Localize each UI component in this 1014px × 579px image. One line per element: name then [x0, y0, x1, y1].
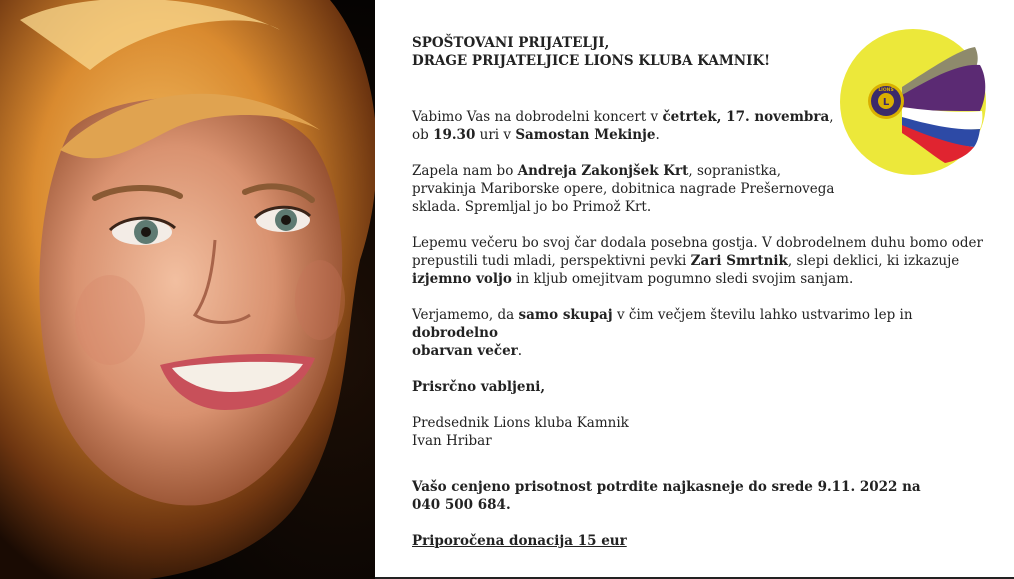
- signature-role: Predsednik Lions kluba Kamnik: [412, 415, 629, 431]
- intro-text-h: .: [655, 127, 660, 143]
- rsvp-line-2: [412, 496, 992, 514]
- intro-time: 19.30: [433, 127, 476, 143]
- together-line-1: [412, 306, 992, 342]
- logo-ring-text: LIONS: [878, 88, 894, 93]
- together-text-f: .: [517, 343, 523, 359]
- together-line-2: [412, 342, 992, 360]
- guest-will: izjemno voljo: [412, 271, 512, 287]
- intro-text-d: ob: [412, 127, 434, 143]
- intro-day: četrtek, 17. novembra: [662, 109, 830, 125]
- together-bold-b: samo skupaj: [518, 307, 613, 323]
- singer-text-c: , sopranistka,: [688, 163, 782, 179]
- lions-logo-graphic: [840, 29, 986, 175]
- guest-text-e: in kljub omejitvam pogumno sledi svojim sanjam.: [511, 271, 854, 287]
- together-bold-d: dobrodelno: [412, 325, 498, 341]
- guest-name: Zari Smrtnik: [690, 253, 788, 269]
- singer-name: Andreja Zakonjšek Krt: [517, 163, 689, 179]
- singer-line-3: sklada. Spremljal jo bo Primož Krt.: [412, 199, 652, 215]
- donation-text: Priporočena donacija 15 eur: [412, 533, 627, 549]
- together-bold-e: obarvan večer: [412, 343, 518, 359]
- together-text-c: v čim večjem številu lahko ustvarimo lep in: [612, 307, 913, 323]
- intro-text-c: ,: [829, 109, 834, 125]
- donation-line: [412, 532, 992, 550]
- guest-line-1: Lepemu večeru bo svoj čar dodala posebna gostja. V dobrodelnem duhu bomo oder: [412, 235, 983, 251]
- singer-text-a: Zapela nam bo: [412, 163, 518, 179]
- heading-line-1: SPOŠTOVANI PRIJATELJI,: [412, 35, 610, 51]
- lions-club-logo: [840, 29, 986, 175]
- rsvp-line-1: [412, 478, 992, 496]
- greeting: [412, 378, 992, 396]
- guest-line-3: [412, 270, 992, 288]
- intro-text-a: Vabimo Vas na dobrodelni koncert v: [412, 109, 663, 125]
- portrait-illustration: [0, 0, 375, 579]
- intro-place: Samostan Mekinje: [515, 127, 656, 143]
- portrait-photo: [0, 0, 375, 579]
- heading-line-2: DRAGE PRIJATELJICE LIONS KLUBA KAMNIK!: [412, 53, 771, 69]
- guest-text-a: prepustili tudi mladi, perspektivni pevki: [412, 253, 691, 269]
- rsvp-text-1: Vašo cenjeno prisotnost potrdite najkasneje do srede 9.11. 2022 na: [412, 479, 921, 495]
- guest-text-c: , slepi deklici, ki izkazuje: [787, 253, 960, 269]
- guest-line-2: [412, 252, 992, 270]
- together-text-a: Verjamemo, da: [412, 307, 519, 323]
- intro-text-f: uri v: [475, 127, 516, 143]
- greeting-text: Prisrčno vabljeni,: [412, 379, 546, 395]
- rsvp-text-2: 040 500 684.: [412, 497, 511, 513]
- signature-name: Ivan Hribar: [412, 433, 492, 449]
- logo-letter: L: [882, 97, 890, 108]
- singer-line-2: prvakinja Mariborske opere, dobitnica nagrade Prešernovega: [412, 181, 835, 197]
